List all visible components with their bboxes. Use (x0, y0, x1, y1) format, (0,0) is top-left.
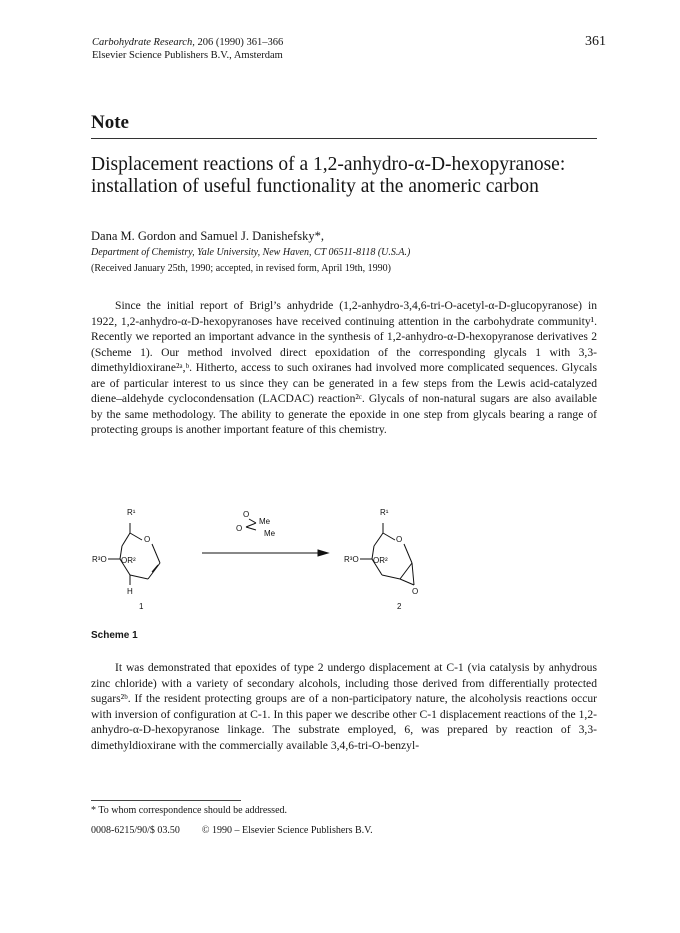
publisher-line: Elsevier Science Publishers B.V., Amsterdam (92, 50, 283, 61)
section-label: Note (91, 112, 129, 133)
methyl-label-2: Me (264, 529, 276, 538)
reaction-arrow (202, 550, 328, 556)
section-rule (91, 138, 597, 139)
ring-oxygen-label-product: O (396, 535, 403, 544)
paragraph-2: It was demonstrated that epoxides of type 2 undergo displacement at C-1 (via catalysis by anhydrous zinc chloride) with a variety of secondary alcohols, including those derived from differentially protected sugars²ᵇ. If the resident protecting groups are of a non-participatory nature, the alcoholysis reactions occur with inversion of configuration at C-1. In this paper we describe other C-1 displacement reactions of the 1,2-anhydro-α-D-hexopyranose linkage. The substrate employed, 6, was prepared by reaction of 3,3-dimethyldioxirane with the commercially available 3,4,6-tri-O-benzyl- (91, 661, 597, 752)
copyright-line: © 1990 – Elsevier Science Publishers B.V. (201, 825, 373, 836)
affiliation: Department of Chemistry, Yale University, New Haven, CT 06511-8118 (U.S.A.) (91, 247, 411, 258)
scheme-1-diagram (90, 499, 490, 624)
r1-label: R¹ (127, 508, 136, 517)
r1-label-product: R¹ (380, 508, 389, 517)
reagent-oxygen-top: O (243, 510, 250, 519)
r3o-label: R³O (92, 555, 107, 564)
paragraph-1: Since the initial report of Brigl’s anhydride (1,2-anhydro-3,4,6-tri-O-acetyl-α-D-glucopyranose) in 1922, 1,2-anhydro-α-D-hexopyranoses have received continuing attention in the carbohydrate community¹. Recently we reported an important advance in the synthesis of 1,2-anhydro-α-D-hexopyranose derivatives 2 (Scheme 1). Our method involved direct epoxidation of the corresponding glycals 1 with 3,3-dimethyldioxirane²ᵃ,ᵇ. Hitherto, access to such oxiranes had involved more complicated sequences. Glycals are of particular interest to us since they can be generated in a few steps from the Lewis acid-catalyzed diene–aldehyde cyclocondensation (LACDAC) reaction²ᶜ. Glycals of non-natural sugars are also available by the same methodology. The ability to generate the epoxide in one step from glycals bearing a range of protecting groups is another important feature of this chemistry. (91, 299, 597, 436)
article-code: 0008-6215/90/$ 03.50 (91, 825, 180, 836)
dimethyldioxirane-structure (246, 519, 256, 530)
glycal-structure (108, 523, 160, 585)
body-paragraph (91, 660, 597, 753)
journal-name: Carbohydrate Research, (92, 37, 195, 48)
footnote: * To whom correspondence should be addressed. (91, 805, 288, 816)
epoxide-oxygen-label: O (412, 587, 419, 596)
r3o-label-product: R³O (344, 555, 359, 564)
journal-citation: 206 (1990) 361–366 (194, 37, 284, 48)
scheme-caption: Scheme 1 (91, 630, 138, 641)
running-header (92, 36, 283, 62)
hydrogen-label: H (127, 587, 133, 596)
article-title: Displacement reactions of a 1,2-anhydro-α-D-hexopyranose: installation of useful functionality at the anomeric carbon (91, 154, 566, 197)
or2-label-product: OR² (373, 556, 388, 565)
compound-1-label: 1 (139, 602, 144, 611)
intro-paragraph (91, 298, 597, 438)
page-number: 361 (585, 34, 606, 49)
or2-label: OR² (121, 556, 136, 565)
compound-2-label: 2 (397, 602, 402, 611)
ring-oxygen-label: O (144, 535, 151, 544)
methyl-label-1: Me (259, 517, 271, 526)
page-footer (91, 825, 373, 836)
footnote-rule (91, 800, 241, 801)
authors: Dana M. Gordon and Samuel J. Danishefsky*, (91, 229, 324, 243)
reagent-oxygen-left: O (236, 524, 243, 533)
epoxide-structure (360, 523, 414, 585)
received-dates: (Received January 25th, 1990; accepted, in revised form, April 19th, 1990) (91, 263, 391, 274)
